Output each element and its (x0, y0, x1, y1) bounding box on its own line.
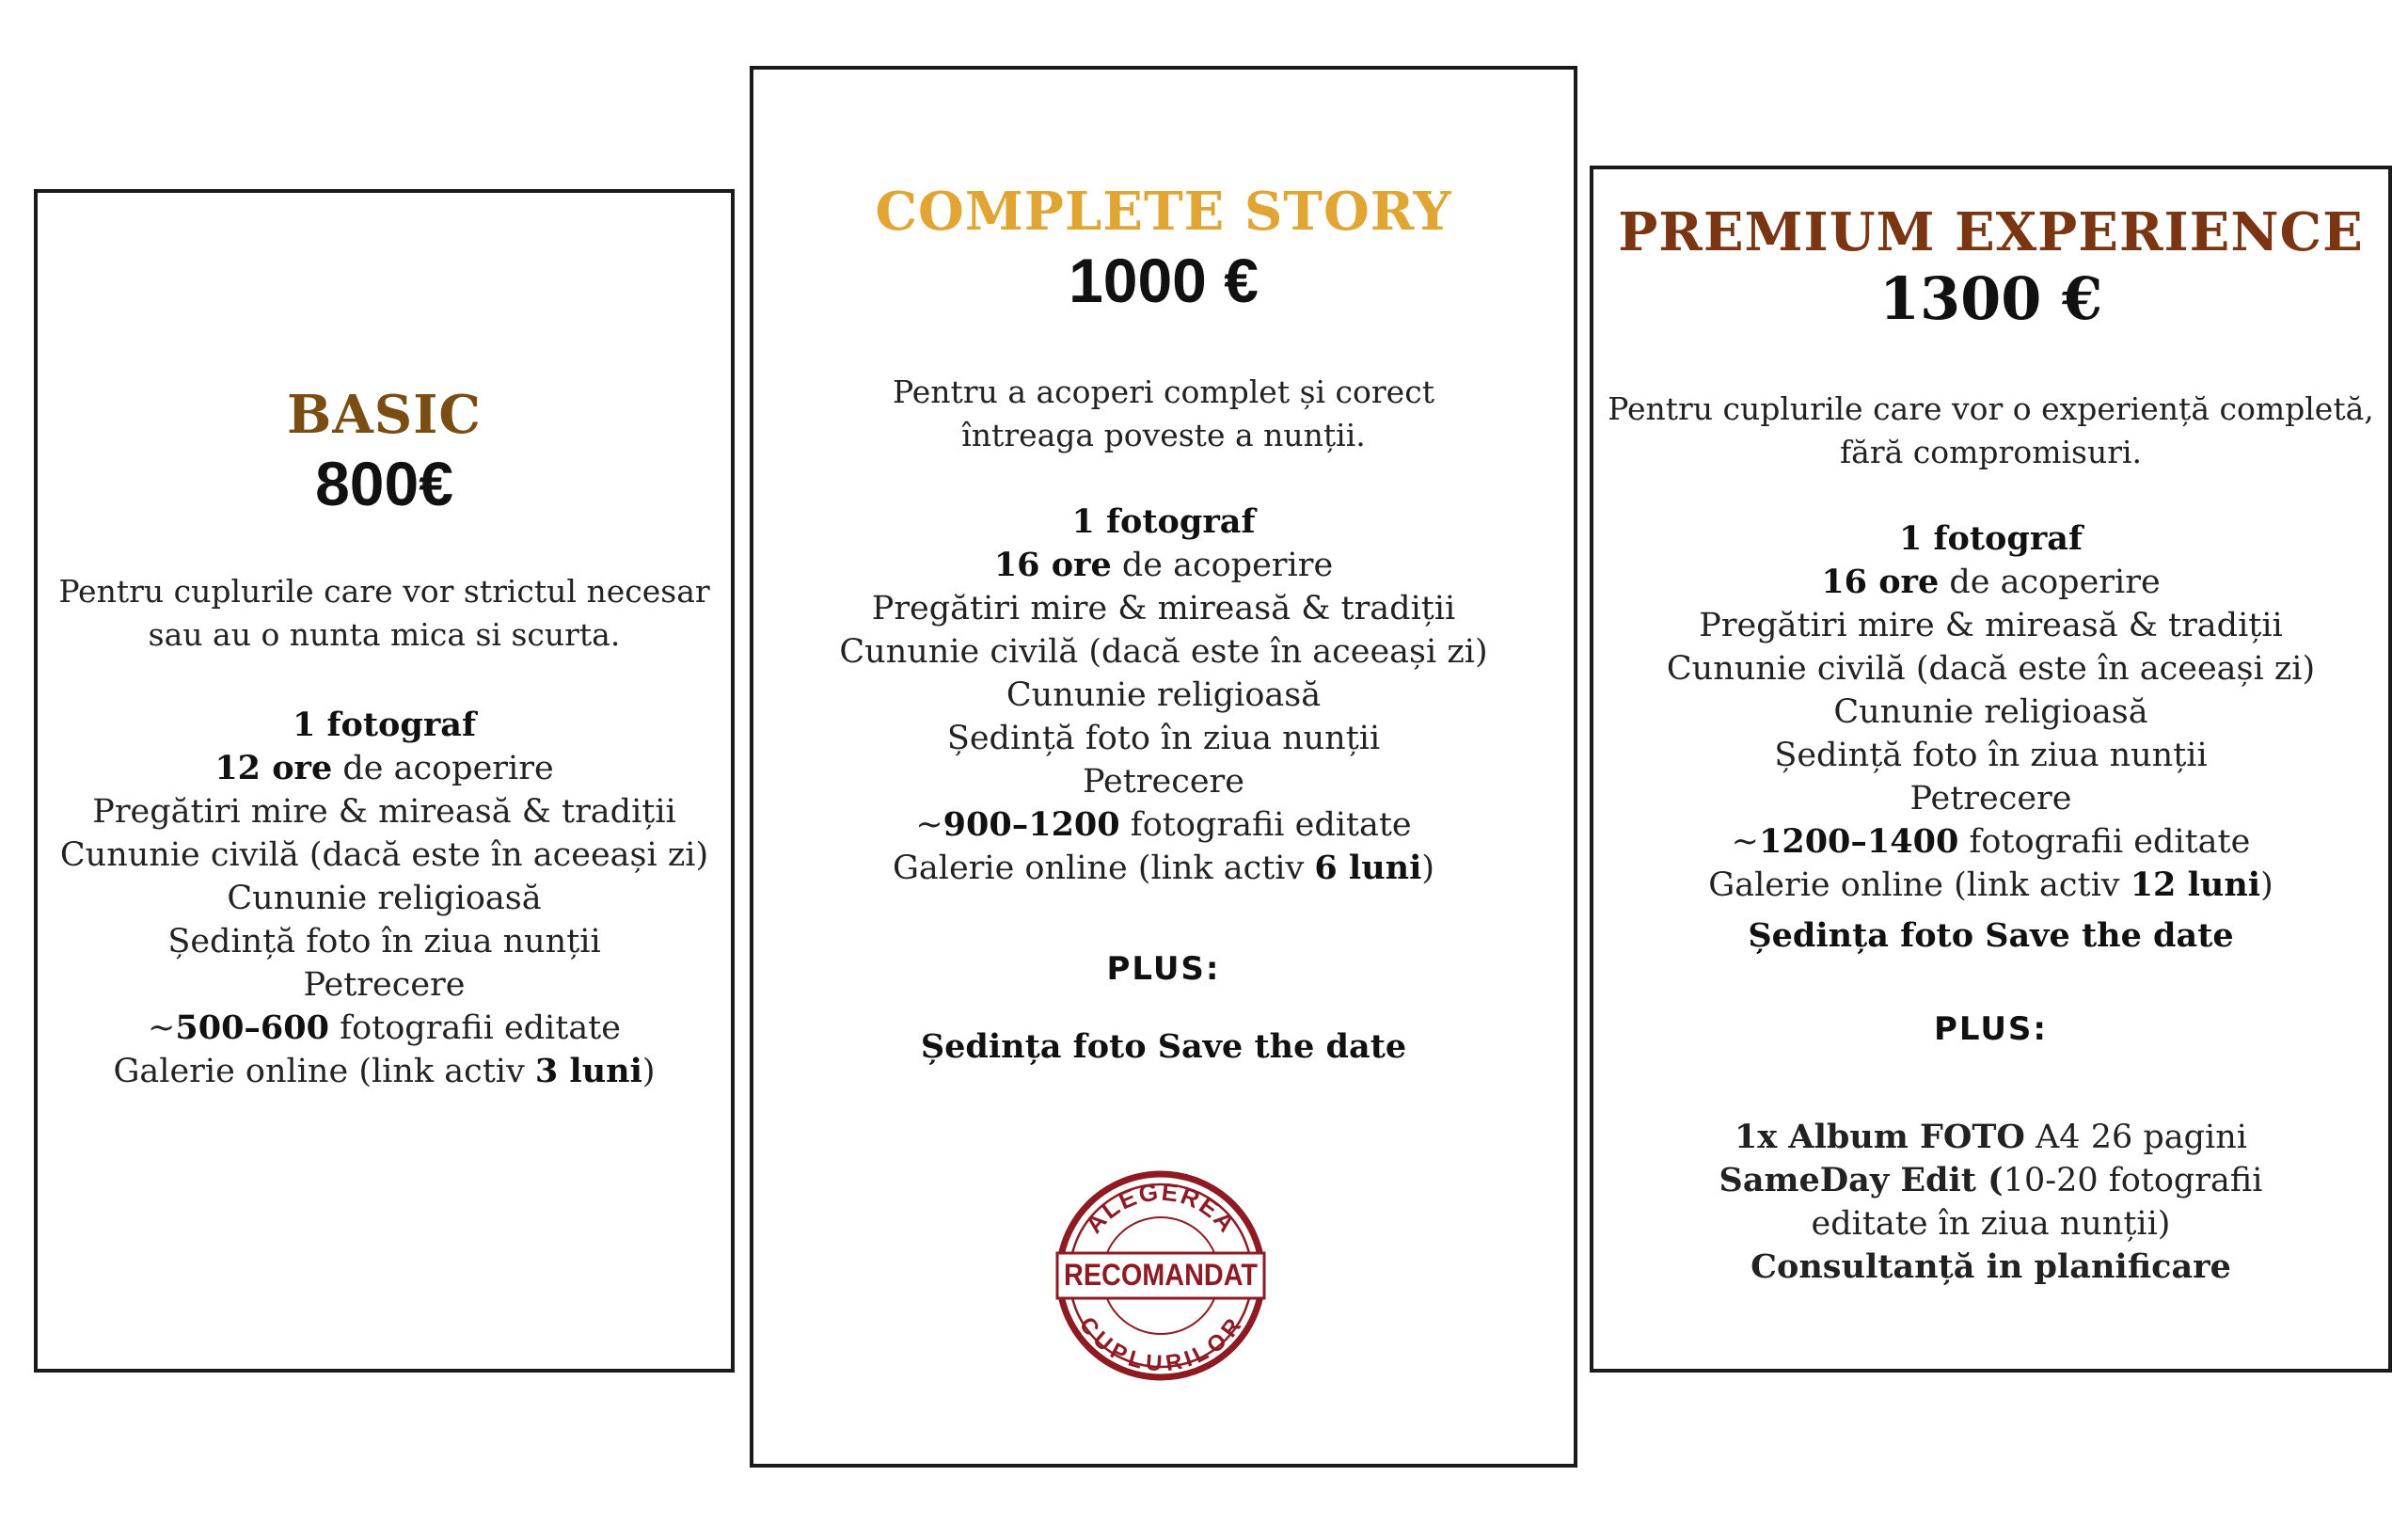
feature-item: Ședință foto în ziua nunții (946, 720, 1381, 758)
plan-title: BASIC (287, 384, 482, 446)
feature-item: 12 ore de acoperire (214, 749, 554, 788)
feature-item: ~500–600 fotografii editate (148, 1008, 621, 1048)
plan-card-premium-experience (1590, 166, 2392, 1373)
plan-description-line-2: fără compromisuri. (1839, 433, 2143, 470)
feature-item: Cununie civilă (dacă este în aceeași zi) (59, 836, 709, 875)
plan-title: PREMIUM EXPERIENCE (1618, 201, 2364, 263)
feature-item: Ședință foto în ziua nunții (167, 923, 601, 961)
plan-price: 1000 € (1069, 246, 1259, 316)
plan-description-line-2: sau au o nunta mica si scurta. (148, 616, 621, 654)
feature-item: ~1200–1400 fotografii editate (1731, 821, 2251, 861)
feature-item: Ședință foto în ziua nunții (1774, 736, 2208, 774)
plan-description-line-2: întreaga poveste a nunții. (961, 417, 1366, 454)
plan-description-line-1: Pentru cuplurile care vor strictul necesar (58, 573, 710, 611)
feature-item: Pregătiri mire & mireasă & tradiții (92, 793, 676, 832)
extra-item-sameday-edit-line-2: editate în ziua nunții) (1811, 1204, 2171, 1243)
feature-item: Galerie online (link activ 6 luni) (892, 849, 1435, 888)
plus-label: PLUS: (1933, 1009, 2049, 1048)
plan-price: 1300 € (1878, 264, 2103, 334)
extra-item-sameday-edit: SameDay Edit (10-20 fotografii (1719, 1160, 2263, 1199)
feature-item: 16 ore de acoperire (993, 546, 1334, 585)
feature-item: ~900–1200 fotografii editate (915, 805, 1412, 845)
plan-description-line-1: Pentru a acoperi complet și corect (893, 373, 1434, 411)
feature-item: Cununie religioasă (1833, 692, 2148, 731)
extras-list (1593, 1116, 2388, 1289)
feature-list (38, 704, 731, 1093)
plus-label: PLUS: (1106, 950, 1221, 989)
feature-list (1593, 517, 2388, 907)
stamp-center-text: RECOMANDAT (1064, 1258, 1259, 1292)
feature-item: 16 ore de acoperire (1821, 562, 2161, 601)
extra-item-album: 1x Album FOTO A4 26 pagini (1735, 1117, 2247, 1156)
feature-item: Pregătiri mire & mireasă & tradiții (1699, 606, 2283, 644)
stamp-bottom-text: CUPLURILOR (1073, 1312, 1248, 1377)
stamp-top-text: ALEGEREA (1079, 1177, 1243, 1239)
feature-item: Cununie religioasă (1006, 676, 1322, 715)
plus-item-save-the-date: Ședința foto Save the date (920, 1027, 1407, 1067)
feature-item: Petrecere (1909, 779, 2072, 818)
feature-item: Petrecere (303, 966, 466, 1005)
feature-list (753, 500, 1574, 890)
feature-item: Cununie religioasă (227, 880, 542, 918)
feature-item: Cununie civilă (dacă este în aceeași zi) (839, 633, 1488, 672)
svg-text:CUPLURILOR (1074, 1312, 1247, 1376)
feature-item: Pregătiri mire & mireasă & tradiții (871, 590, 1456, 628)
feature-item: Galerie online (link activ 3 luni) (113, 1052, 656, 1091)
svg-text:ALEGEREA (1080, 1177, 1243, 1238)
recommended-stamp-icon (1054, 1168, 1268, 1383)
plan-title: COMPLETE STORY (875, 181, 1452, 243)
plan-description-line-1: Pentru cuplurile care vor o experiență completă, (1608, 389, 2374, 427)
plan-price: 800€ (315, 449, 453, 519)
plan-card-complete-story (750, 66, 1577, 1468)
save-the-date-item: Ședința foto Save the date (1748, 915, 2234, 955)
plan-card-basic (34, 189, 735, 1373)
extra-item-consultancy: Consultanță in planificare (1751, 1246, 2231, 1286)
feature-item: Petrecere (1083, 763, 1244, 802)
feature-item: 1 fotograf (1071, 502, 1256, 542)
feature-item: 1 fotograf (292, 706, 477, 745)
feature-item: Galerie online (link activ 12 luni) (1708, 865, 2273, 904)
feature-item: 1 fotograf (1898, 518, 2083, 558)
feature-item: Cununie civilă (dacă este în aceeași zi) (1666, 649, 2316, 688)
